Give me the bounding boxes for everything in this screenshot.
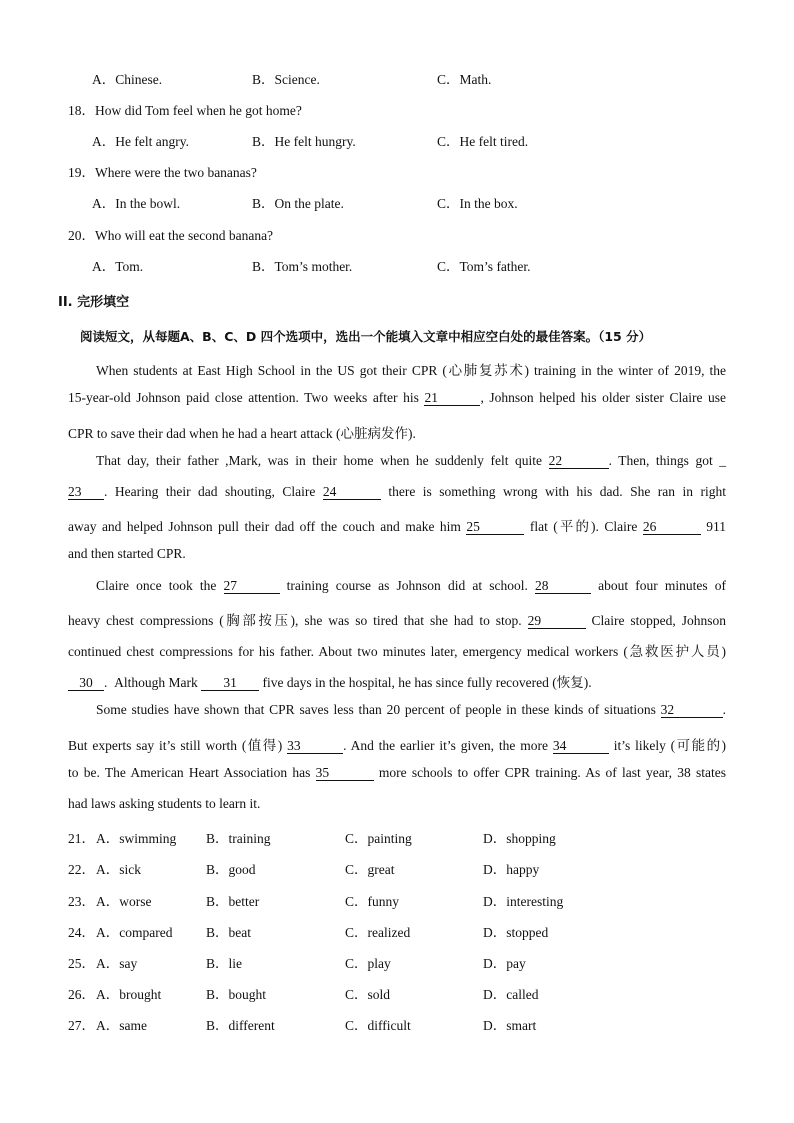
choice-d: D．happy [483,862,540,877]
choice-number: 25． [68,956,95,971]
q17-option-b: B．Science. [252,72,320,87]
passage-line-2: 15-year-old Johnson paid close attention. Two weeks after his 21 , Johnson helped his older sister Claire use [68,390,727,405]
choice-d: D．pay [483,956,526,971]
passage-line-1: When students at East High School in the US got their CPR (心肺复苏术) training in the winter of 2019, the [96,363,726,378]
q18-option-a: A．He felt angry. [92,134,189,149]
choice-number: 23． [68,894,95,909]
choice-a: A．compared [96,925,173,940]
section-heading: II. 完形填空 [58,295,130,310]
q18-option-b: B．He felt hungry. [252,134,356,149]
choice-b: B．bought [206,987,267,1002]
q20-option-b: B．Tom’s mother. [252,259,353,274]
blank-34: 34 [553,739,609,754]
q20-option-c: C．Tom’s father. [437,259,531,274]
q18-stem: 18．How did Tom feel when he got home? [68,103,302,118]
choice-b: B．lie [206,956,242,971]
passage-line-8: Claire once took the 27 training course as Johnson did at school. 28 about four minutes of [96,578,727,593]
passage-line-10: continued chest compressions for his father. About two minutes later, emergency medical workers (急救医护人员) [68,644,726,659]
q19-option-a: A．In the bowl. [92,196,181,211]
choice-c: C．funny [345,894,399,909]
choice-c: C．great [345,862,395,877]
q20-stem: 20．Who will eat the second banana? [68,228,274,243]
blank-33: 33 [287,739,343,754]
choice-number: 26． [68,987,95,1002]
blank-27: 27 [224,579,280,594]
choice-d: D．shopping [483,831,556,846]
passage-line-14: to be. The American Heart Association has 35 more schools to offer CPR training. As of last year, 38 states [68,765,727,780]
choice-b: B．training [206,831,271,846]
blank-26: 26 [643,520,701,535]
q18-option-c: C．He felt tired. [437,134,529,149]
choice-number: 22． [68,862,95,877]
blank-25: 25 [466,520,524,535]
passage-line-13: But experts say it’s still worth (值得) 33 . And the earlier it’s given, the more 34 it’s likely (可能的) [68,738,727,753]
passage-line-3: CPR to save their dad when he had a heart attack (心脏病发作). [68,426,416,441]
q17-option-a: A．Chinese. [92,72,163,87]
choice-b: B．different [206,1018,275,1033]
blank-29: 29 [528,614,586,629]
passage-line-4: That day, their father ,Mark, was in their home when he suddenly felt quite 22 . Then, things got _ [96,453,727,468]
choice-c: C．play [345,956,391,971]
choice-d: D．interesting [483,894,564,909]
choice-c: C．sold [345,987,391,1002]
blank-31: 31 [201,676,259,691]
passage-line-12: Some studies have shown that CPR saves less than 20 percent of people in these kinds of situations 32 . [96,702,726,717]
choice-a: A．sick [96,862,141,877]
q20-option-a: A．Tom. [92,259,144,274]
blank-23: 23 [68,485,104,500]
choice-a: A．swimming [96,831,177,846]
passage-line-15: had laws asking students to learn it. [68,796,261,811]
blank-24: 24 [323,485,381,500]
passage-line-11: 30 . Although Mark 31 five days in the hospital, he has since fully recovered (恢复). [68,671,726,691]
q19-option-b: B．On the plate. [252,196,344,211]
blank-35: 35 [316,766,374,781]
choice-c: C．difficult [345,1018,411,1033]
blank-22: 22 [549,454,609,469]
q19-option-c: C．In the box. [437,196,518,211]
blank-30: 30 [68,676,104,691]
passage-line-5: 23 . Hearing their dad shouting, Claire 24 there is something wrong with his dad. She ran in right [68,484,727,499]
passage-line-7: and then started CPR. [68,546,186,561]
choice-a: A．say [96,956,138,971]
choice-a: A．brought [96,987,162,1002]
choice-number: 24． [68,925,95,940]
q17-option-c: C．Math. [437,72,492,87]
choice-d: D．stopped [483,925,549,940]
choice-number: 21． [68,831,95,846]
section-instruction: 阅读短文，从每题A、B、C、D 四个选项中，选出一个能填入文章中相应空白处的最佳答案。（15 分） [80,329,652,344]
choice-a: A．worse [96,894,152,909]
choice-c: C．realized [345,925,411,940]
blank-32: 32 [661,703,723,718]
choice-b: B．good [206,862,256,877]
choice-a: A．same [96,1018,147,1033]
choice-d: D．called [483,987,539,1002]
passage-line-6: away and helped Johnson pull their dad off the couch and make him 25 flat (平的). Claire 26 911 [68,519,727,534]
choice-b: B．better [206,894,260,909]
choice-number: 27． [68,1018,95,1033]
blank-21: 21 [424,391,480,406]
blank-28: 28 [535,579,591,594]
choice-c: C．painting [345,831,412,846]
choice-b: B．beat [206,925,251,940]
q19-stem: 19．Where were the two bananas? [68,165,257,180]
passage-line-9: heavy chest compressions (胸部按压), she was so tired that she had to stop. 29 Claire stopped, Johnson [68,613,726,628]
choice-d: D．smart [483,1018,537,1033]
